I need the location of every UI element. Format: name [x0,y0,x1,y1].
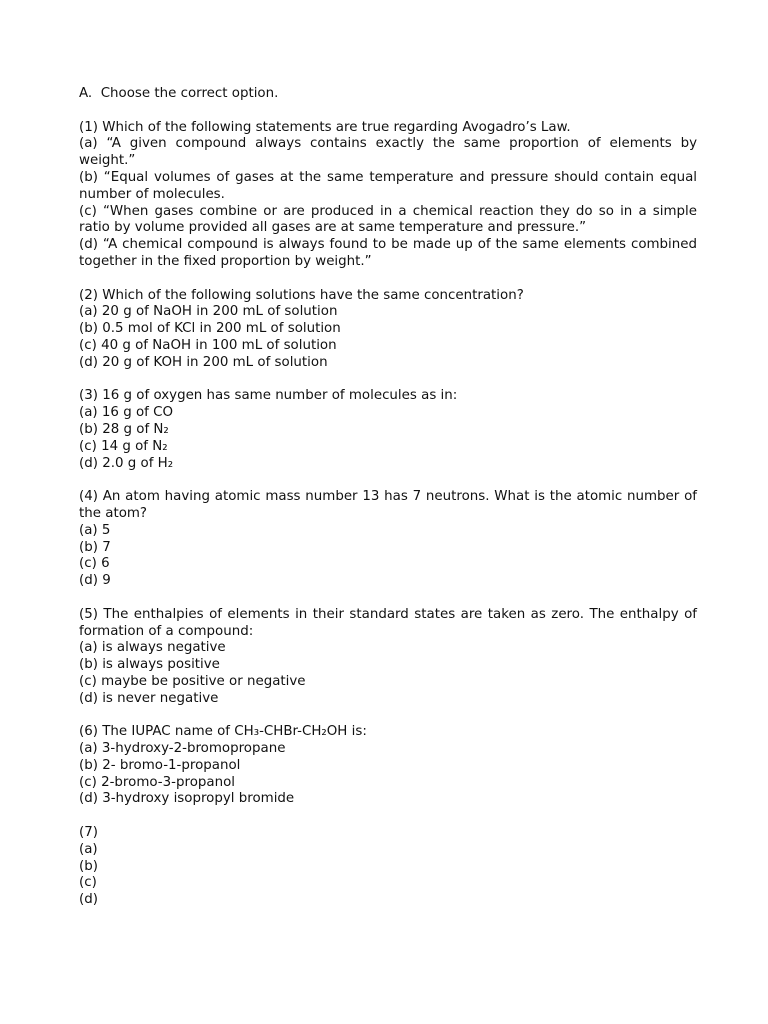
option-a: (a) 5 [79,522,111,538]
spacer [79,808,697,825]
option-a: (a) 3-hydroxy-2-bromopropane [79,741,286,757]
option-b: (b) [79,858,98,874]
spacer [79,372,697,389]
question-stem: (4) An atom having atomic mass number 13 has 7 neutrons. What is the atomic number of the atom? [79,489,697,521]
option-b: (b) 28 g of N₂ [79,421,169,437]
question-7 [79,825,697,909]
question-1 [79,120,697,271]
option-a: (a) [79,841,98,857]
option-d: (d) “A chemical compound is always found to be made up of the same elements combined together in the fixed proportion by weight.” [79,237,697,269]
option-a: (a) 16 g of CO [79,405,174,421]
option-c: (c) 40 g of NaOH in 100 mL of solution [79,337,337,353]
question-3 [79,388,697,472]
option-b: (b) “Equal volumes of gases at the same temperature and pressure should contain equal number of molecules. [79,169,697,202]
question-stem: (5) The enthalpies of elements in their standard states are taken as zero. The enthalpy of formation of a compound: [79,606,697,639]
spacer [79,590,697,607]
spacer [79,271,697,288]
option-b: (b) 7 [79,539,111,555]
option-a: (a) 20 g of NaOH in 200 mL of solution [79,304,338,320]
question-5 [79,607,697,708]
option-d: (d) 9 [79,573,111,589]
question-6 [79,724,697,808]
option-b: (b) 2- bromo-1-propanol [79,757,241,773]
question-4 [79,489,697,590]
option-c: (c) [79,875,97,891]
spacer [79,103,697,120]
option-b: (b) 0.5 mol of KCl in 200 mL of solution [79,321,341,337]
option-a: (a) “A given compound always contains exactly the same proportion of elements by weight.” [79,136,697,169]
question-stem: (2) Which of the following solutions have the same concentration? [79,287,524,303]
option-c: (c) 2-bromo-3-propanol [79,774,235,790]
spacer [79,707,697,724]
option-c: (c) maybe be positive or negative [79,673,306,689]
question-stem: (3) 16 g of oxygen has same number of molecules as in: [79,388,458,404]
option-d: (d) 3-hydroxy isopropyl bromide [79,791,295,807]
option-d: (d) is never negative [79,690,219,706]
option-c: (c) 14 g of N₂ [79,438,168,454]
option-d: (d) 2.0 g of H₂ [79,455,174,471]
spacer [79,472,697,489]
option-a: (a) is always negative [79,640,226,656]
option-d: (d) 20 g of KOH in 200 mL of solution [79,354,328,370]
document-page [79,86,697,909]
question-stem: (7) [79,825,98,841]
option-c: (c) “When gases combine or are produced in a chemical reaction they do so in a simple ratio by volume provided all gases are at same temperature and pressure.” [79,203,697,236]
question-2 [79,288,697,372]
question-stem: (1) Which of the following statements are true regarding Avogadro’s Law. [79,119,571,135]
option-b: (b) is always positive [79,657,220,673]
question-stem: (6) The IUPAC name of CH₃-CHBr-CH₂OH is: [79,724,367,740]
option-d: (d) [79,892,98,908]
option-c: (c) 6 [79,556,110,572]
section-title: A. Choose the correct option. [79,86,279,101]
